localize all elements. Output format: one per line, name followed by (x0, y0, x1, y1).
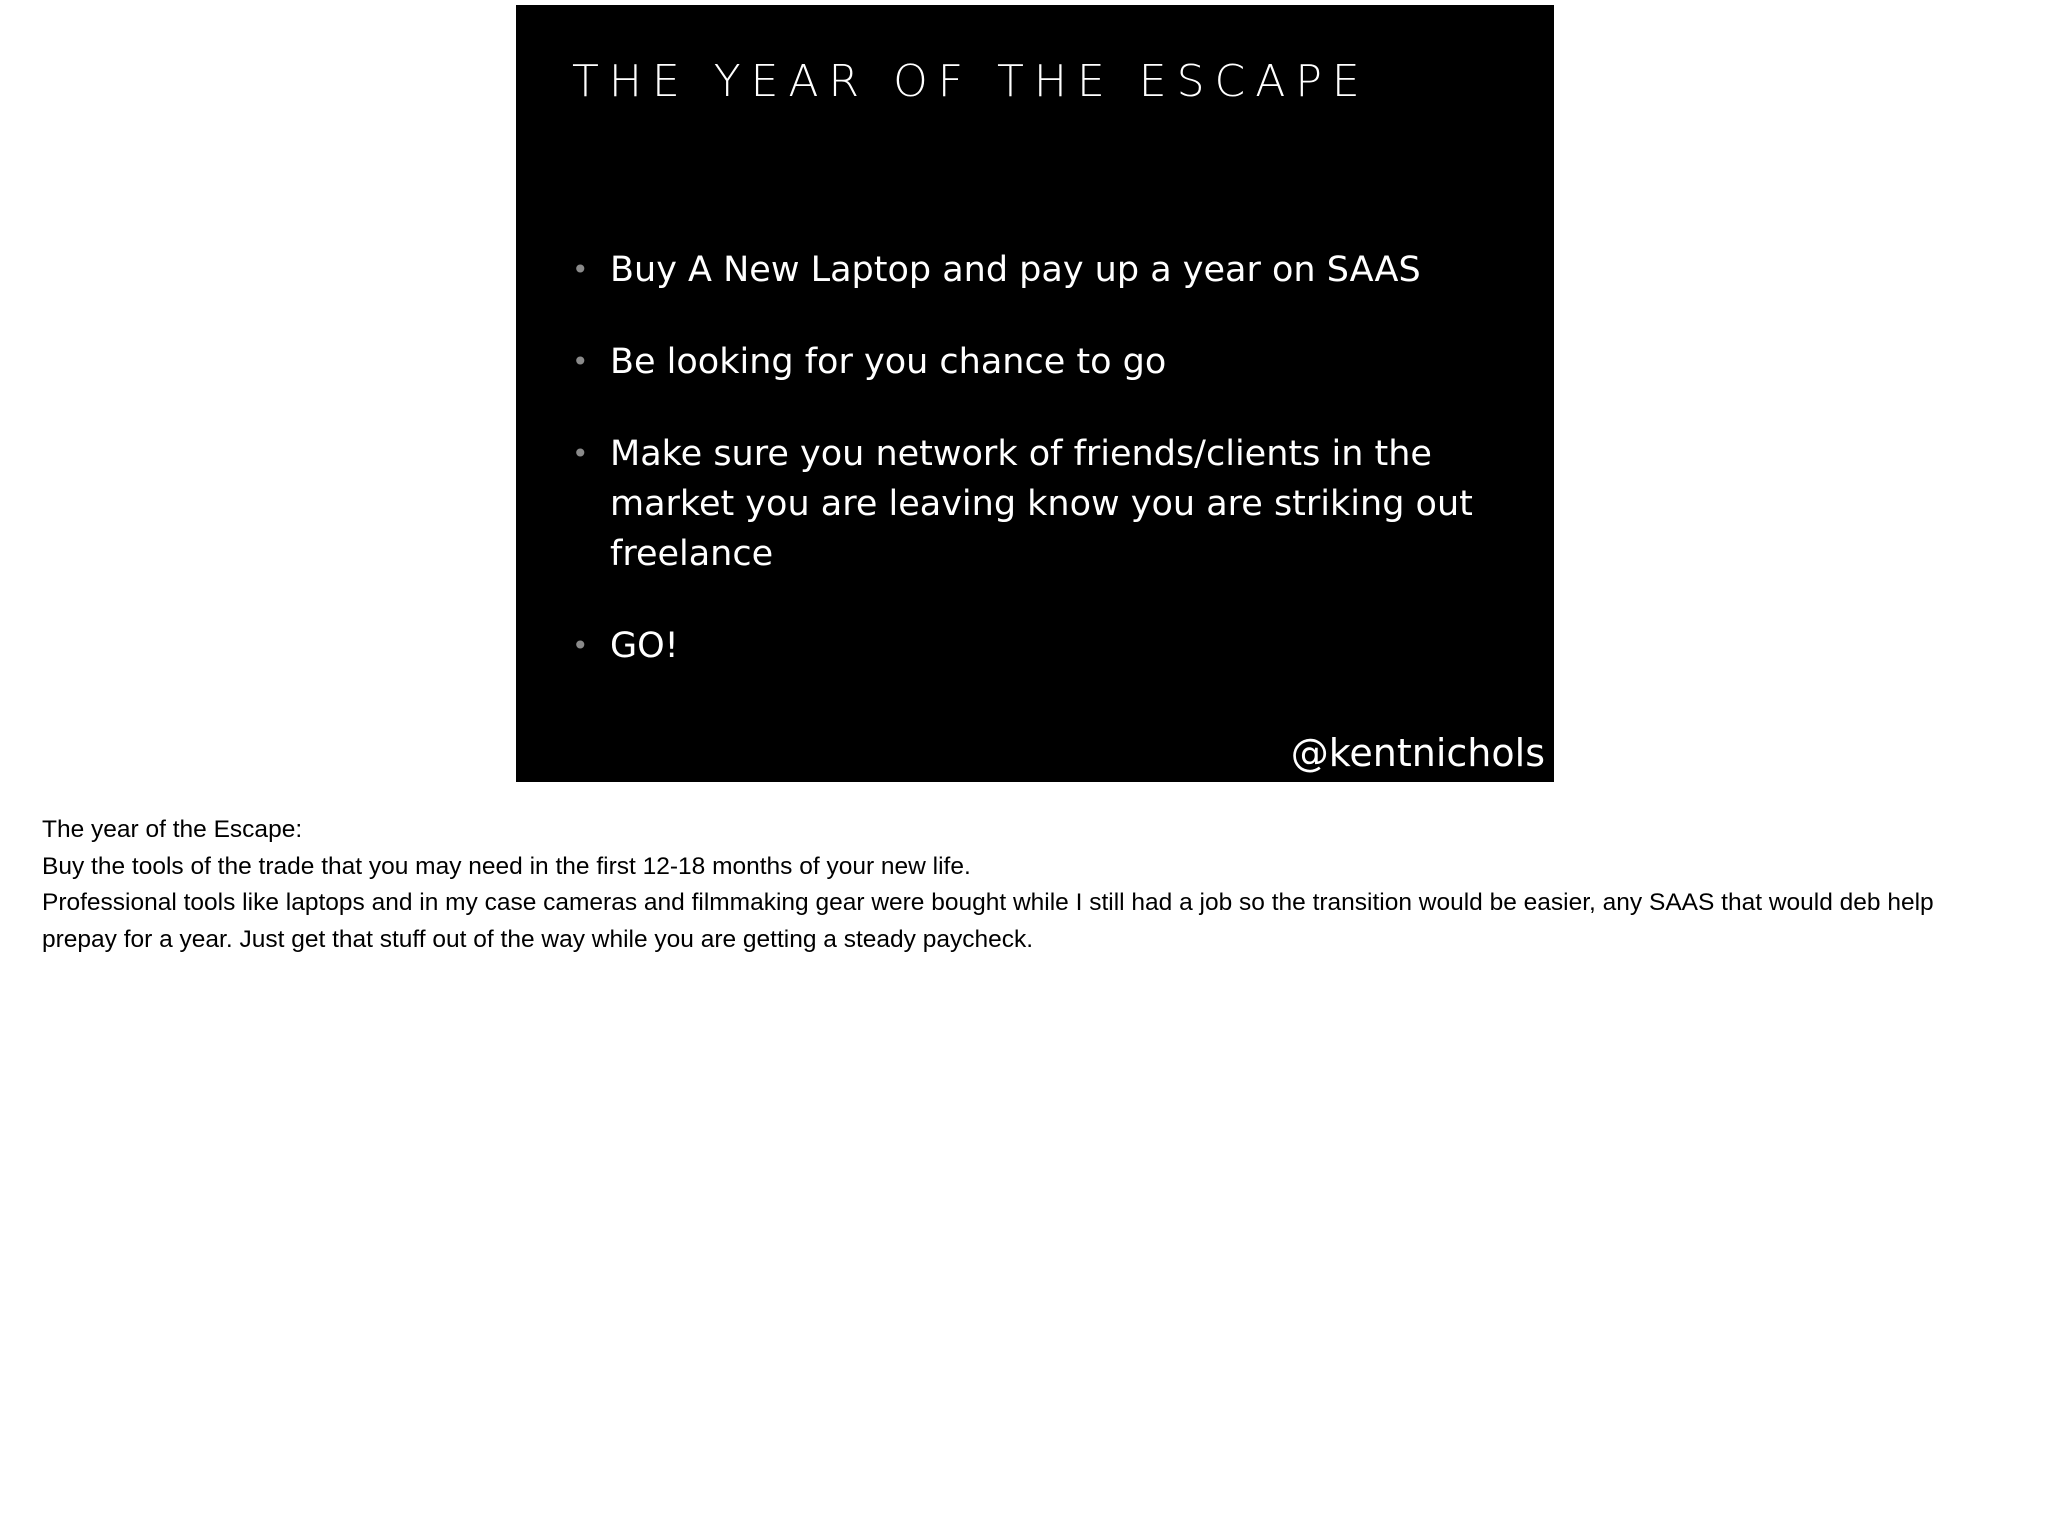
notes-paragraph: Buy the tools of the trade that you may need in the first 12-18 months of your new life. (42, 852, 971, 880)
bullet-text: Be looking for you chance to go (610, 342, 1167, 382)
bullet-dot-icon: • (572, 253, 589, 286)
slide (516, 5, 1554, 782)
bullet-item (572, 337, 1532, 387)
bullet-dot-icon: • (572, 629, 589, 662)
bullet-text: Buy A New Laptop and pay up a year on SAAS (610, 250, 1421, 290)
author-handle: @kentnichols (1290, 730, 1545, 775)
bullet-item (572, 429, 1532, 579)
bullet-list (572, 245, 1532, 713)
slide-title: THE YEAR OF THE ESCAPE (572, 56, 1370, 107)
presenter-notes (42, 812, 2002, 958)
notes-heading: The year of the Escape: (42, 816, 303, 843)
bullet-dot-icon: • (572, 345, 589, 378)
bullet-dot-icon: • (572, 437, 589, 470)
bullet-item (572, 621, 1532, 671)
bullet-item (572, 245, 1532, 295)
bullet-text: Make sure you network of friends/clients in the market you are leaving know you are striking out freelance (610, 434, 1473, 574)
notes-paragraph: Professional tools like laptops and in my case cameras and filmmaking gear were bought while I still had a job so the transition would be easier, any SAAS that would deb help prepay for a year. Just get that stuff out of the way while you are getting a steady paycheck. (42, 889, 1934, 953)
bullet-text: GO! (610, 626, 679, 666)
